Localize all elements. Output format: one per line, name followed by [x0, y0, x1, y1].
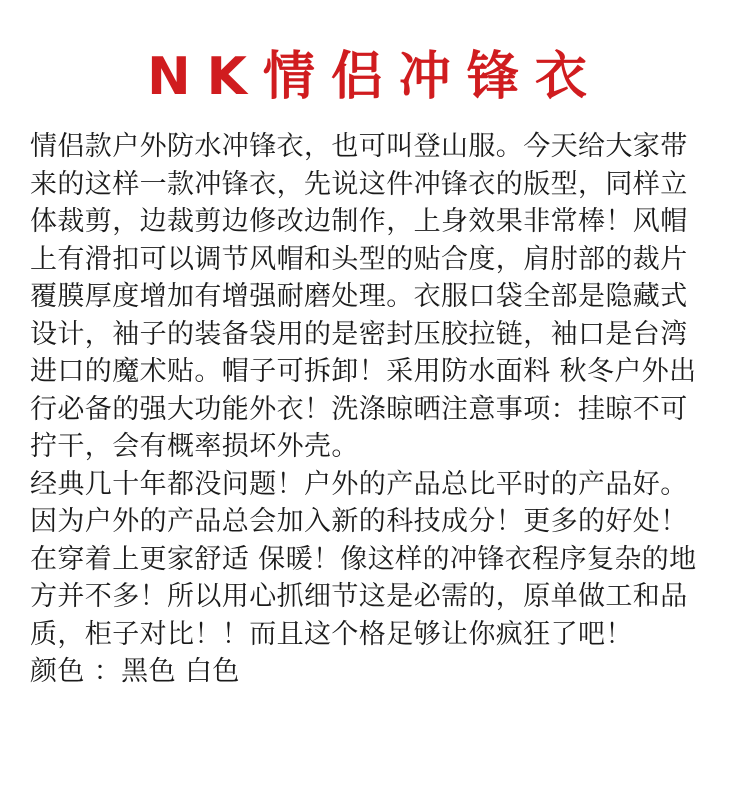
description-line: 设计，袖子的装备袋用的是密封压胶拉链，袖口是台湾: [30, 318, 688, 350]
description-line: 上有滑扣可以调节风帽和头型的贴合度，肩肘部的裁片: [30, 243, 688, 275]
description-line: 行必备的强大功能外衣！洗涤晾晒注意事项：挂晾不可: [30, 393, 688, 425]
page-title: NK情侣冲锋衣: [147, 47, 603, 107]
description-line: 经典几十年都没问题！户外的产品总比平时的产品好。: [30, 468, 688, 500]
color-options-line: 颜色 ：黑色 白色: [30, 656, 240, 687]
description-line: 体裁剪，边裁剪边修改边制作，上身效果非常棒！风帽: [30, 206, 688, 237]
description-line: 拧干，会有概率损坏外壳。: [30, 431, 359, 462]
description-body: [30, 128, 722, 691]
description-line: 质，柜子对比！！而且这个格足够让你疯狂了吧！: [30, 618, 633, 650]
description-line: 进口的魔术贴。帽子可拆卸！采用防水面料 秋冬户外出: [30, 356, 697, 387]
description-line: 覆膜厚度增加有增强耐磨处理。衣服口袋全部是隐藏式: [30, 281, 688, 312]
description-line: 方并不多！所以用心抓细节这是必需的，原单做工和品: [30, 581, 688, 612]
description-line: 情侣款户外防水冲锋衣，也可叫登山服。今天给大家带: [30, 131, 688, 162]
description-line: 在穿着上更家舒适 保暖！像这样的冲锋衣程序复杂的地: [30, 543, 697, 575]
description-line: 因为户外的产品总会加入新的科技成分！更多的好处！: [30, 506, 688, 537]
description-line: 来的这样一款冲锋衣，先说这件冲锋衣的版型，同样立: [30, 168, 688, 200]
